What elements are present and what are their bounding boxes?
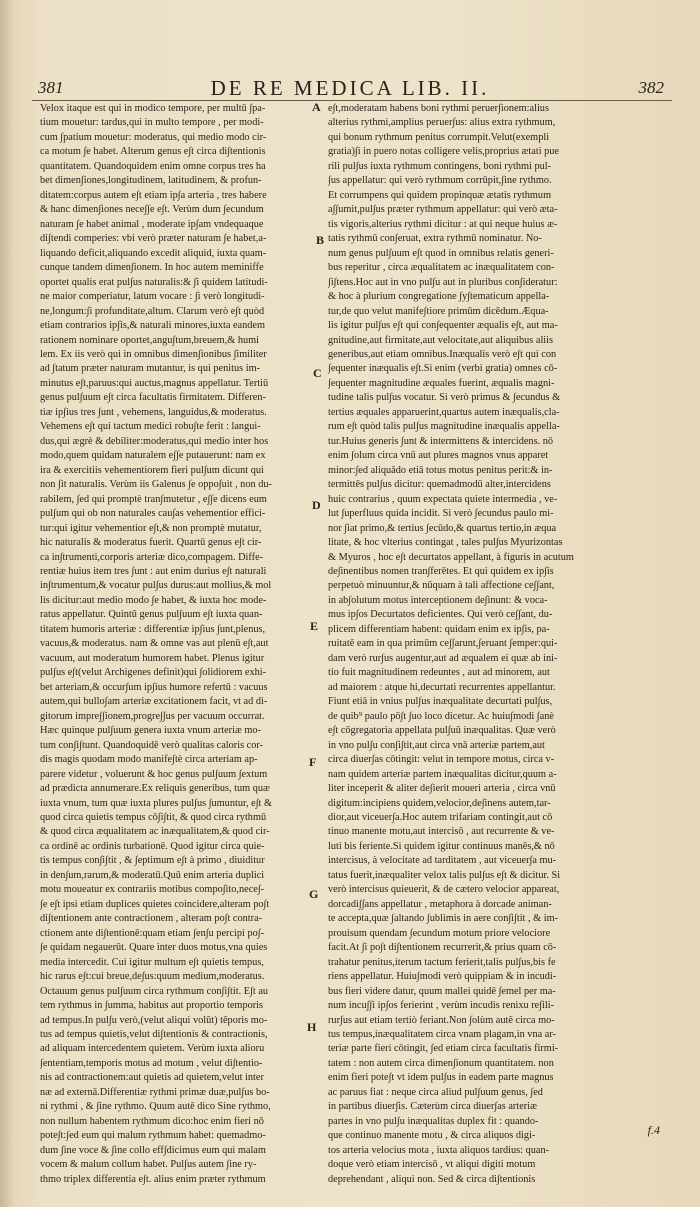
text-line: in ab∫olutum motus interceptionem de∫inunt: & voca- — [328, 594, 548, 606]
text-line: ∫i∫tens.Hoc aut in vno pul∫u aut in pluribus con∫ideratur: — [328, 276, 558, 288]
text-line: etiam contrarios ip∫is,& naturali minores,iuxta eandem — [40, 320, 265, 332]
text-line: dorcadi∫∫ans appellatur , metaphora à dorcade animan- — [328, 898, 552, 910]
text-line: de∫inentibus nomen tran∫ferētes. Et qui quidem ex ip∫is — [328, 566, 554, 577]
text-line: vocem & malum collum habet. Pul∫us autem ∫ine ry- — [40, 1159, 257, 1171]
text-line: di∫tendi comperies: vbi verò præter naturam ∫e habet,a- — [40, 233, 267, 245]
text-line: thmo triplex differentia e∫t. alius enim præter rythmum — [40, 1173, 266, 1185]
text-line: ∫us appellatur: qui verò rythmum corrūpit,∫ine rythmo. — [328, 175, 552, 187]
text-line: tatis rythmū con∫eruat, extra rythmū nominatur. No- — [328, 233, 542, 245]
text-line: in vno pul∫u con∫i∫tit,aut circa vnā arteriæ partem,aut — [328, 739, 545, 751]
text-line: tertius æquales apparuerint,quartus autem inæqualis,cla- — [328, 406, 560, 418]
text-line: gnitudine,aut firmitate,aut velocitate,aut aliquibus aliis — [328, 334, 554, 346]
text-line: bet arteriam,& occur∫um ip∫ius humore refertū : vacuus — [40, 681, 268, 693]
text-line: tum con∫i∫tunt. Quandoquidē verò qualitas caloris cor- — [40, 739, 264, 751]
text-line: termittēs pul∫us dicitur: quemadmodū alter,intercidens — [328, 479, 551, 491]
text-line: dior,aut viceuer∫a.Hoc autem trifariam contingit,aut cō — [328, 811, 553, 823]
text-line: perpetuò minuuntur,& nūquam à tali affectione ce∫∫ant, — [328, 580, 555, 592]
gutter-shadow — [0, 0, 14, 1207]
text-line: & Myuros , hoc e∫t decurtatos appellant, à figuris in acutum — [328, 551, 574, 563]
text-line: ca ordinē ac ordinis turbationē. Quod igitur circa quie- — [40, 840, 265, 852]
text-line: rum e∫t quòd talis pul∫us magnitudine inæqualis appella- — [328, 421, 560, 433]
text-line: naturam ∫e habet animal , moderate ip∫am vndequaque — [40, 218, 264, 230]
text-line: rur∫us aut etiam tertiò feriant.Non ∫olùm autē circa mo- — [328, 1014, 555, 1026]
text-line: prouisum quendam ∫ecundum motum priore velociore — [328, 927, 551, 939]
text-line: dam verò rur∫us augentur,aut ad æqualem ei quæ ab ini- — [328, 652, 558, 664]
text-line: tus tempus,inæqualitatem circa vnam plagam,in vna ar- — [328, 1029, 556, 1040]
text-line: lut ∫uperfluus quida incidit. Si verò ∫ecundus paulo mi- — [328, 508, 554, 520]
text-line: liquando deficit,aliquando excedit aliquid, iuxta quam- — [40, 247, 267, 259]
text-line: modo,quem quidam naturalem e∫∫e putauerunt: nam ex — [40, 450, 266, 462]
text-line: motu moueatur ex contrariis motibus compo∫ito,nece∫- — [40, 884, 265, 896]
text-line: tudine talis pul∫us vocatur. Si verò primus & ∫ecundus & — [328, 392, 561, 404]
text-line: nam quidem arteriæ partem inæqualitas dicitur,quum a- — [328, 768, 557, 780]
text-line: media intercedit. Cui igitur multum e∫t quietis tempus, — [40, 956, 264, 968]
text-line: in partibus diuer∫is. Cæterùm circa diuer∫as arteriæ — [328, 1101, 537, 1113]
text-line: lis dicitur:aut medio modo ∫e habet, & iuxta hoc mode- — [40, 594, 267, 606]
text-line: intercisus, à velocitate ad tarditatem , aut viceuer∫a mu- — [328, 855, 557, 867]
text-line: iuxta vnum, tum quæ iuxta plures pul∫us ∫umuntur, e∫t & — [40, 797, 272, 809]
text-line: cum ∫patium mouetur: moderatus, qui medio modo cir- — [40, 131, 267, 143]
text-line: huic contrarius , quum expectata quiete intermedia , ve- — [328, 493, 558, 505]
text-line: dis magis quodam modo manife∫tè circa arteriam ap- — [40, 754, 258, 766]
text-line: di∫tentionem ante contractionem , alteram po∫t contra- — [40, 913, 263, 925]
text-line: bus fieri videre datur, quum mallei quidē ∫emel per ma- — [328, 985, 556, 997]
text-line: ad maiorem : atque hi,decurtati recurrentes appellantur. — [328, 681, 556, 693]
text-line: minor:∫ed aliquādo etiā totus motus penitus perit:& in- — [328, 464, 553, 476]
text-line: ditatem:corpus autem e∫t etiam ip∫a arteria , tres habere — [40, 189, 267, 201]
text-line: de quib⁹ paulo pō∫t ∫uo loco dicetur. Ac huiu∫modi ∫anè — [328, 710, 554, 722]
text-line: ni rythmi , & ∫ine rythmo. Quum autē dico Sine rythmo, — [40, 1101, 271, 1113]
text-line: deprehendant , aliqui non. Sed & circa di∫tentionis — [328, 1173, 536, 1185]
text-line: tiæ ip∫ius tres ∫unt , vehemens, languidus,& moderatus. — [40, 406, 267, 418]
text-line: pul∫um qui ob non naturales cau∫as vehementior effici- — [40, 508, 266, 520]
text-line: riens appellatur. Huiu∫modi verò quippiam & in incudi- — [328, 971, 557, 983]
text-line: tos arteria velocius mota , iuxta aliquos tardius: quan- — [328, 1144, 550, 1156]
text-line: Hæc quinque pul∫uum genera iuxta vnum arteriæ mo- — [40, 725, 262, 737]
text-line: ca motum ∫e habet. Alterum genus e∫t circa di∫tentionis — [40, 146, 266, 158]
text-line: vacuus,& moderatus. nam & omne vas aut plenū e∫t,aut — [40, 638, 269, 650]
margin-letter-e: E — [310, 619, 319, 633]
text-line: hic naturalis & moderatus fuerit. Quartū genus e∫t cir- — [40, 537, 262, 549]
page-number-right: 382 — [638, 78, 664, 97]
text-line: qui bonum rythmum penitus corrumpit.Velut(exempli — [328, 131, 550, 143]
text-line: quantitatem. Quandoquidem enim omne corpus tres ha — [40, 160, 266, 172]
text-line: e∫t,moderatam habens boni rythmi peruer∫ionem:alius — [328, 103, 549, 114]
text-line: tatus fuerit,inæqualiter velox talis pul∫us e∫t & dicitur. Si — [328, 869, 561, 881]
text-line: liter inceperit & aliter de∫ierit moueri arteria , circa vnū — [328, 783, 556, 795]
text-line: tem rythmus in ∫umma, habitus aut proportio temporis — [40, 1000, 264, 1012]
text-line: tur:qui igitur vehementior e∫t,& non promptè mutatur, — [40, 522, 262, 534]
text-line: næ ad externā.Differentiæ rythmi primæ duæ,pul∫us bo- — [40, 1086, 270, 1098]
text-line: tis tempus con∫i∫tit , & ∫eptimum e∫t à primo , diuiditur — [40, 855, 265, 867]
text-line: nis ad contractionem:aut quietis ad quietem,velut inter — [40, 1072, 264, 1084]
text-line: ∫e quidam negauerūt. Quare inter duos motus,vna quies — [40, 942, 268, 954]
text-line: Fiunt etiā in vnius pul∫us inæqualitate decurtati pul∫us, — [328, 696, 553, 708]
catchword: f.4 — [647, 1123, 660, 1137]
text-line: circa diuer∫as cōtingit: velut in tempore motus, circa v- — [328, 754, 555, 766]
text-line: tus ad tempus quietis,velut di∫tentionis & contractionis, — [40, 1029, 268, 1040]
text-line: ac paruus fiat : neque circa aliud pul∫uum genus, ∫ed — [328, 1086, 543, 1098]
text-line: enim fieri pote∫t vt idem pul∫us in eadem parte magnus — [328, 1072, 554, 1084]
text-line: ctionem ante di∫tentionē:quam etiam ∫en∫u percipi po∫- — [40, 927, 265, 939]
text-line: partes in vno pul∫u inæqualitas duplex fit : quando- — [328, 1115, 539, 1127]
text-line: litate, & hoc vlterius contingat , tales pul∫us Myurizontas — [328, 537, 563, 549]
text-line: dum ∫ine voce & ∫ine collo eff∫dicimus eum qui malam — [40, 1144, 266, 1156]
text-line: ∫equenter inæqualis e∫t.Si enim (verbi gratia) omnes cō- — [328, 363, 558, 375]
text-line: alterius rythmi,amplius peruer∫us: alius extra rythmum, — [328, 117, 556, 129]
margin-letter-d: D — [312, 498, 321, 512]
text-line: verò intercisus quieuerit, & de cætero velocior appareat, — [328, 884, 560, 896]
text-line: non ∫it naturalis. Verùm iis Galenus ∫e oppo∫uit , non du- — [40, 479, 272, 491]
text-line: a∫∫umit,pul∫us præter rythmum appellatur: qui verò æta- — [328, 204, 558, 216]
text-line: hic rarus e∫t:cui breue,de∫us:quum medium,moderatus. — [40, 971, 265, 983]
text-line: ∫equenter magnitudine æquales fuerint, æqualis magni- — [328, 377, 555, 389]
text-line: gitorum impre∫∫ionem,progre∫∫us per vacuum occurrat. — [40, 710, 265, 722]
text-line: minutus e∫t,paruus:qui auctus,magnus appellatur. Tertiū — [40, 377, 269, 389]
text-line: bet dimen∫iones,longitudinem, latitudinem, & profun- — [40, 175, 262, 187]
text-line: bus reperitur , circa æqualitatem ac inæqualitatem con- — [328, 262, 555, 274]
text-line: titatem humoris arteriæ : differentiæ ip∫ius ∫unt,plenus, — [40, 623, 266, 635]
running-header — [0, 72, 700, 102]
text-line: & hanc dimen∫iones nece∫∫e e∫t. Verùm dum ∫ecundum — [40, 204, 264, 216]
margin-letter-g: G — [309, 887, 319, 901]
text-line: teriæ parte fieri cōtingit, ∫ed etiam circa facultatis firmi- — [328, 1043, 559, 1055]
text-line: doque verò etiam intercisō , vt aliqui digiti motum — [328, 1159, 536, 1171]
text-line: ne maior comperiatur, latum vocare : ∫i verò longitudi- — [40, 291, 265, 303]
text-line: ad prædicta annumerare.Ex reliquis generibus, tum quæ — [40, 783, 270, 795]
text-column-right — [328, 102, 666, 1187]
text-line: pote∫t:∫ed eum qui malum rythmum habet: quemadmo- — [40, 1130, 266, 1142]
text-line: tis vigoris,alterius rythmi dicitur : at qui neque huius æ- — [328, 218, 558, 230]
text-line: tio fuit magnitudinem redeuntes , aut ad minorem, aut — [328, 667, 550, 679]
text-line: enim ∫olum circa vnū aut plures magnos vnus apparet — [328, 450, 549, 462]
text-line: num incu∫∫i ip∫os ferierint , verùm incudis renixu re∫ili- — [328, 1000, 555, 1012]
text-line: que continuo manente motu , & circa aliquos digi- — [328, 1130, 536, 1142]
text-line: ca in∫trumenti,corporis arteriæ dico,compagem. Diffe- — [40, 551, 264, 563]
text-line: ruitatē eam in qua primūm ce∫∫arunt,∫eruant ∫emper:qui- — [328, 638, 558, 650]
text-line: dus,qui ægrè & debiliter:moderatus,qui medio inter hos — [40, 435, 269, 447]
text-line: parere videtur , voluerunt & hoc genus pul∫uum ∫extum — [40, 768, 268, 780]
header-rule — [32, 100, 672, 101]
text-line: autem,qui bullo∫am arteriæ excitationem facit, vt ad di- — [40, 696, 268, 708]
text-line: vacuum, aut moderatum humorem habet. Plenus igitur — [40, 652, 265, 664]
text-line: rabilem, ∫ed qui promptè tran∫mutetur , e∫∫e dicens eum — [40, 493, 267, 505]
text-line: cunque tandem dimen∫ionem. In hoc autem meminiffe — [40, 262, 264, 274]
text-line: tium mouetur: tardus,qui in multo tempore , per modi- — [40, 117, 264, 129]
text-line: rentiæ huius item tres ∫unt : aut enim durius e∫t naturali — [40, 566, 267, 577]
text-line: ∫ententiam,temporis motus ad motum , velut di∫tentio- — [40, 1057, 263, 1069]
text-line: num genus pul∫uum e∫t quod in omnibus relatis generi- — [328, 247, 554, 259]
text-line: trahatur penitus,iterum tactum ferierit,talis pul∫us,bis fe — [328, 956, 556, 968]
margin-letter-b: B — [316, 233, 325, 247]
text-line: non nullum habentem rythmum dico:hoc enim fieri nō — [40, 1115, 264, 1127]
text-line: ira & exercitiis vehementiorem fieri pul∫um dicunt qui — [40, 464, 264, 476]
text-line: te accepta,quæ ∫altando ∫ublimis in aere con∫i∫tit , & im- — [328, 913, 559, 925]
text-line: Et corrumpens qui quidem propinquæ ætatis rythmum — [328, 189, 552, 201]
text-line: ad aliquam intercedentem quietem. Verùm iuxta alioru — [40, 1043, 265, 1055]
margin-letter-f: F — [309, 755, 317, 769]
margin-letter-h: H — [307, 1020, 317, 1034]
text-line: ne,longum:∫i profunditate,altum. Clarum verò e∫t quòd — [40, 305, 265, 317]
text-line: & hoc à plurium congregatione ∫y∫tematicum appella- — [328, 291, 550, 303]
text-line: Vehemens e∫t qui tactum medici robu∫te ferit : langui- — [40, 421, 261, 433]
text-line: tinuo manente motu,aut intercisō , aut recurrente & ve- — [328, 826, 555, 838]
text-line: digitum:incipiens quidem,velocior,de∫inens autem,tar- — [328, 797, 551, 809]
text-line: quod circa quietis tempus cō∫i∫tit, & quod circa rythmū — [40, 811, 267, 823]
text-line: Octauum genus pul∫uum circa rythmum con∫i∫tit. E∫t au — [40, 985, 269, 997]
text-line: in∫trumentum,& vocatur pul∫us durus:aut mollius,& mol — [40, 580, 272, 592]
text-line: gratia)∫i in puero notas colligere velis,proprius ætati pue — [328, 146, 560, 158]
text-line: plicem differentiam habent: quidam enim ex ip∫is, pa- — [328, 623, 550, 635]
text-column-left — [40, 102, 340, 1187]
text-line: pul∫us e∫t(velut Archigenes definit)qui ∫olidiorem exhi- — [40, 667, 267, 679]
text-line: rili pul∫us iuxta rythmum contingens, boni rythmi pul- — [328, 160, 552, 172]
text-line: rationem nominare oportet,angu∫tum,breuem,& humi — [40, 334, 259, 346]
text-line: ad tempus.In pul∫u verò,(velut aliqui volūt) tēporis mo- — [40, 1014, 268, 1026]
text-line: & quod circa æqualitatem ac inæqualitatem,& quod cir- — [40, 826, 270, 838]
text-line: luti bis feriente.Si quidem igitur continuus manēs,& nō — [328, 840, 555, 852]
text-line: mus ip∫os Decurtatos deficientes. Qui verò ce∫∫ant, du- — [328, 609, 553, 621]
text-line: lem. Ex iis verò qui in omnibus dimen∫ionibus ∫imiliter — [40, 348, 267, 360]
text-line: in den∫um,rarum,& moderatū.Quū enim arteria duplici — [40, 869, 265, 881]
text-line: facit.At ∫i po∫t di∫tentionem recurrerit,& prius quam cō- — [328, 942, 557, 954]
text-line: genus pul∫uum e∫t circa facultatis firmitatem. Differen- — [40, 392, 266, 404]
text-line: tatem : non autem circa dimen∫ionum quantitatem. non — [328, 1057, 554, 1069]
text-line: Velox itaque est qui in modico tempore, per multū ∫pa- — [40, 103, 266, 114]
margin-letter-a: A — [312, 100, 321, 114]
text-line: e∫t cōgregatoria appellata pul∫uū inæqualitas. Quæ verò — [328, 725, 556, 737]
text-line: tur.Huius generis ∫unt & intermittens & intercidens. nō — [328, 435, 554, 447]
running-title: DE RE MEDICA LIB. II. — [210, 76, 490, 100]
text-line: nor ∫iat primo,& tertius ∫ecūdo,& quartus tertio,in æqua — [328, 522, 557, 534]
text-line: lis igitur pul∫us e∫t qui con∫equenter æqualis e∫t, aut ma- — [328, 320, 558, 332]
text-line: ∫e e∫t ipsi etiam duplices quietes coincidere,alteram po∫t — [40, 898, 270, 910]
text-line: tur,de quo velut manife∫tiore primūm dicēdum.Æqua- — [328, 305, 549, 317]
text-line: ad ∫tatum præter naturam mutantur, is qui penitus im- — [40, 363, 261, 375]
page-number-left: 381 — [38, 78, 64, 97]
text-line: oportet qualis erat pul∫us naturalis:& ∫i quidem latitudi- — [40, 276, 268, 288]
margin-letter-c: C — [313, 366, 322, 380]
text-line: ratus appellatur. Quintū genus pul∫uum e∫t iuxta quan- — [40, 609, 263, 621]
text-line: generibus,aut etiam omnibus.Inæqualis verò e∫t qui con — [328, 348, 557, 360]
